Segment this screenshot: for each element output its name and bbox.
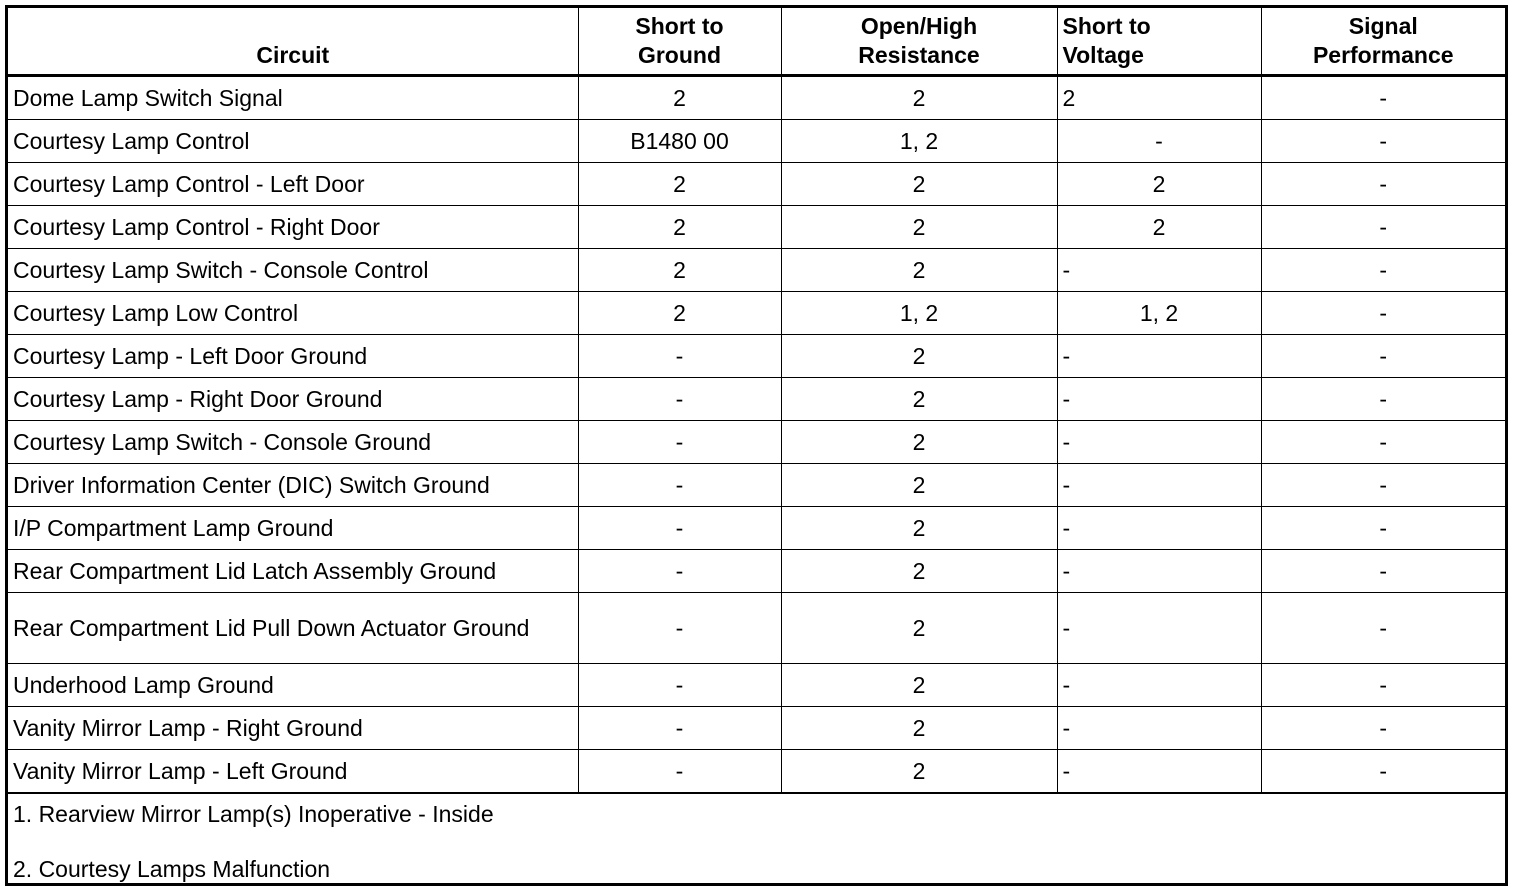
circuit-name-cell: Underhood Lamp Ground — [8, 664, 578, 707]
short-to-ground-cell: - — [578, 707, 781, 750]
signal-performance-cell: - — [1261, 464, 1505, 507]
signal-performance-cell: - — [1261, 421, 1505, 464]
table-row — [8, 76, 1505, 120]
signal-performance-cell: - — [1261, 76, 1505, 120]
short-to-ground-cell: - — [578, 507, 781, 550]
open-high-resistance-header — [781, 8, 1057, 76]
signal-performance-cell: - — [1261, 120, 1505, 163]
open-high-resistance-cell: 2 — [781, 593, 1057, 664]
circuit-name-cell: Courtesy Lamp Switch - Console Control — [8, 249, 578, 292]
open-high-resistance-cell: 2 — [781, 550, 1057, 593]
header-line: Circuit — [256, 42, 329, 68]
header-line: Voltage — [1063, 42, 1144, 68]
circuit-name-cell: Courtesy Lamp Control - Left Door — [8, 163, 578, 206]
table-row — [8, 292, 1505, 335]
circuit-header — [8, 8, 578, 76]
open-high-resistance-cell: 2 — [781, 206, 1057, 249]
circuit-name-cell: Courtesy Lamp Low Control — [8, 292, 578, 335]
table-row — [8, 707, 1505, 750]
signal-performance-cell: - — [1261, 292, 1505, 335]
table-row — [8, 249, 1505, 292]
table-row — [8, 507, 1505, 550]
circuit-name-cell: Courtesy Lamp Switch - Console Ground — [8, 421, 578, 464]
table-row — [8, 120, 1505, 163]
open-high-resistance-cell: 1, 2 — [781, 292, 1057, 335]
open-high-resistance-cell: 2 — [781, 421, 1057, 464]
footnote: 1. Rearview Mirror Lamp(s) Inoperative - Inside — [13, 800, 1500, 829]
notes-row — [8, 793, 1505, 894]
open-high-resistance-cell: 2 — [781, 249, 1057, 292]
short-to-voltage-cell: - — [1057, 421, 1261, 464]
circuit-name-cell: Courtesy Lamp - Left Door Ground — [8, 335, 578, 378]
short-to-voltage-header — [1057, 8, 1261, 76]
signal-performance-cell: - — [1261, 335, 1505, 378]
open-high-resistance-cell: 2 — [781, 335, 1057, 378]
open-high-resistance-cell: 2 — [781, 707, 1057, 750]
header-line: Open/High — [861, 13, 977, 39]
circuit-name-cell: Courtesy Lamp Control — [8, 120, 578, 163]
open-high-resistance-cell: 2 — [781, 378, 1057, 421]
signal-performance-cell: - — [1261, 593, 1505, 664]
header-line: Short to — [635, 13, 723, 39]
short-to-voltage-cell: 1, 2 — [1057, 292, 1261, 335]
open-high-resistance-cell: 2 — [781, 163, 1057, 206]
short-to-ground-cell: - — [578, 750, 781, 794]
short-to-voltage-cell: 2 — [1057, 76, 1261, 120]
short-to-voltage-cell: - — [1057, 120, 1261, 163]
notes-cell — [8, 793, 1505, 894]
short-to-ground-cell: 2 — [578, 292, 781, 335]
circuit-name-cell: Dome Lamp Switch Signal — [8, 76, 578, 120]
table-row — [8, 378, 1505, 421]
open-high-resistance-cell: 2 — [781, 750, 1057, 794]
header-line: Performance — [1313, 42, 1454, 68]
header-line: Short to — [1063, 13, 1151, 39]
table-row — [8, 750, 1505, 794]
short-to-voltage-cell: - — [1057, 707, 1261, 750]
signal-performance-header — [1261, 8, 1505, 76]
circuit-name-cell: Courtesy Lamp - Right Door Ground — [8, 378, 578, 421]
short-to-ground-cell: - — [578, 421, 781, 464]
circuit-name-cell: Driver Information Center (DIC) Switch Ground — [8, 464, 578, 507]
table-row — [8, 664, 1505, 707]
short-to-ground-cell: - — [578, 464, 781, 507]
short-to-voltage-cell: - — [1057, 750, 1261, 794]
header-line: Signal — [1349, 13, 1418, 39]
short-to-ground-cell: 2 — [578, 206, 781, 249]
table-header — [8, 8, 1505, 76]
short-to-ground-cell: 2 — [578, 163, 781, 206]
short-to-ground-header — [578, 8, 781, 76]
short-to-ground-cell: - — [578, 593, 781, 664]
short-to-ground-cell: 2 — [578, 76, 781, 120]
table-row — [8, 593, 1505, 664]
short-to-ground-cell: - — [578, 335, 781, 378]
signal-performance-cell: - — [1261, 707, 1505, 750]
short-to-voltage-cell: - — [1057, 249, 1261, 292]
short-to-ground-cell: 2 — [578, 249, 781, 292]
table-row — [8, 206, 1505, 249]
open-high-resistance-cell: 2 — [781, 464, 1057, 507]
circuit-name-cell: Vanity Mirror Lamp - Right Ground — [8, 707, 578, 750]
signal-performance-cell: - — [1261, 163, 1505, 206]
circuit-name-cell: Rear Compartment Lid Latch Assembly Ground — [8, 550, 578, 593]
signal-performance-cell: - — [1261, 550, 1505, 593]
footnote: 2. Courtesy Lamps Malfunction — [13, 855, 1500, 884]
diagnostic-table-frame — [5, 5, 1508, 886]
signal-performance-cell: - — [1261, 378, 1505, 421]
short-to-voltage-cell: - — [1057, 593, 1261, 664]
short-to-voltage-cell: - — [1057, 464, 1261, 507]
table-body — [8, 76, 1505, 894]
short-to-ground-cell: - — [578, 664, 781, 707]
short-to-ground-cell: - — [578, 550, 781, 593]
circuit-name-cell: Rear Compartment Lid Pull Down Actuator Ground — [8, 593, 578, 664]
signal-performance-cell: - — [1261, 206, 1505, 249]
signal-performance-cell: - — [1261, 507, 1505, 550]
table-row — [8, 550, 1505, 593]
signal-performance-cell: - — [1261, 750, 1505, 794]
short-to-voltage-cell: - — [1057, 335, 1261, 378]
table-row — [8, 421, 1505, 464]
circuit-name-cell: I/P Compartment Lamp Ground — [8, 507, 578, 550]
short-to-voltage-cell: - — [1057, 550, 1261, 593]
short-to-ground-cell: - — [578, 378, 781, 421]
short-to-voltage-cell: - — [1057, 664, 1261, 707]
header-row — [8, 8, 1505, 76]
signal-performance-cell: - — [1261, 249, 1505, 292]
circuit-diagnostic-table — [8, 8, 1505, 894]
open-high-resistance-cell: 2 — [781, 76, 1057, 120]
table-row — [8, 335, 1505, 378]
header-line: Ground — [638, 42, 721, 68]
circuit-name-cell: Vanity Mirror Lamp - Left Ground — [8, 750, 578, 794]
signal-performance-cell: - — [1261, 664, 1505, 707]
short-to-voltage-cell: - — [1057, 378, 1261, 421]
short-to-voltage-cell: 2 — [1057, 163, 1261, 206]
table-row — [8, 163, 1505, 206]
header-line: Resistance — [858, 42, 979, 68]
open-high-resistance-cell: 1, 2 — [781, 120, 1057, 163]
open-high-resistance-cell: 2 — [781, 664, 1057, 707]
circuit-name-cell: Courtesy Lamp Control - Right Door — [8, 206, 578, 249]
short-to-voltage-cell: 2 — [1057, 206, 1261, 249]
short-to-voltage-cell: - — [1057, 507, 1261, 550]
short-to-ground-cell: B1480 00 — [578, 120, 781, 163]
open-high-resistance-cell: 2 — [781, 507, 1057, 550]
table-row — [8, 464, 1505, 507]
